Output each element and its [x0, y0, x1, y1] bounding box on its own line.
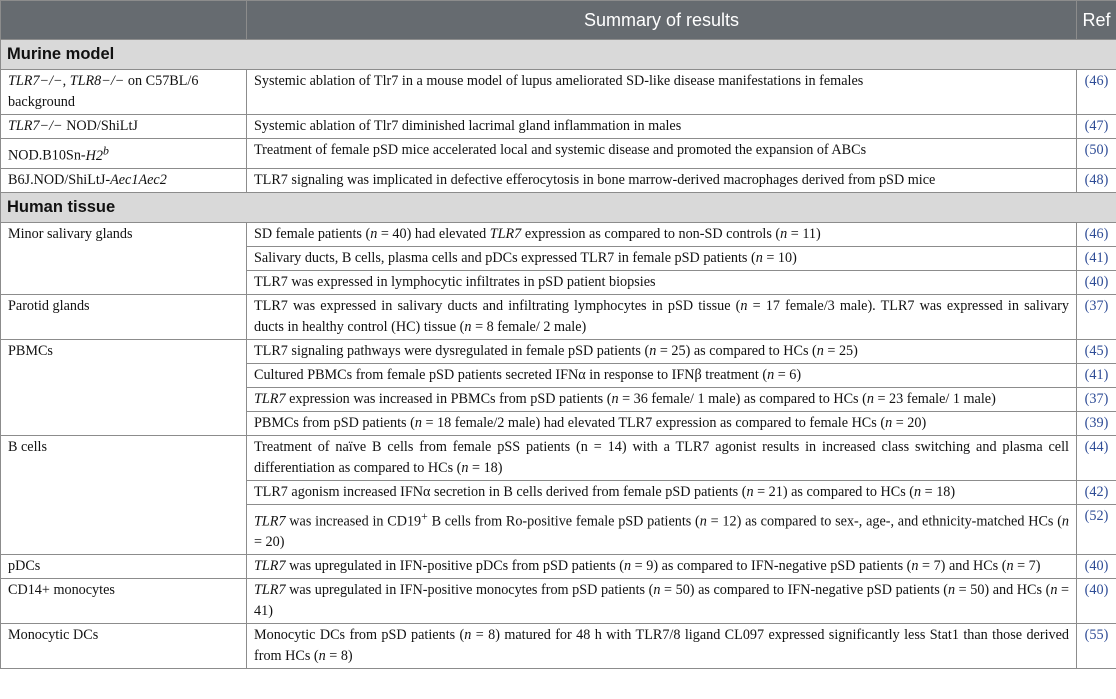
table-row: [1, 555, 1116, 579]
result-cell: TLR7 was upregulated in IFN-positive monocytes from pSD patients (n = 50) as compared to IFN-negative pSD patients (n = 50) and HCs (n = 41): [247, 579, 1077, 624]
tissue-cell: PBMCs: [1, 339, 247, 435]
result-cell: Systemic ablation of Tlr7 in a mouse model of lupus ameliorated SD-like disease manifestations in females: [247, 70, 1077, 115]
ref-cell: (37): [1077, 294, 1116, 339]
result-cell: Treatment of naïve B cells from female pSS patients (n = 14) with a TLR7 agonist results in increased class switching and plasma cell differentiation as compared to HCs (n = 18): [247, 435, 1077, 480]
table-row: [1, 168, 1116, 192]
table-row: [1, 579, 1116, 624]
result-cell: Systemic ablation of Tlr7 diminished lacrimal gland inflammation in males: [247, 115, 1077, 139]
result-cell: TLR7 signaling was implicated in defective efferocytosis in bone marrow-derived macrophages derived from pSD mice: [247, 168, 1077, 192]
header-summary: Summary of results: [247, 1, 1077, 40]
ref-cell: (50): [1077, 139, 1116, 169]
model-cell: B6J.NOD/ShiLtJ-Aec1Aec2: [1, 168, 247, 192]
header-row: [1, 1, 1116, 40]
result-cell: TLR7 expression was increased in PBMCs from pSD patients (n = 36 female/ 1 male) as compared to HCs (n = 23 female/ 1 male): [247, 387, 1077, 411]
table-body: [1, 40, 1116, 669]
tissue-cell: CD14+ monocytes: [1, 579, 247, 624]
result-cell: TLR7 agonism increased IFNα secretion in B cells derived from female pSD patients (n = 21) as compared to HCs (n = 18): [247, 480, 1077, 504]
table-row: [1, 624, 1116, 669]
section-row: [1, 40, 1116, 70]
section-title: Murine model: [1, 40, 1116, 70]
tissue-cell: pDCs: [1, 555, 247, 579]
ref-cell: (44): [1077, 435, 1116, 480]
table-row: [1, 435, 1116, 480]
result-cell: TLR7 was increased in CD19+ B cells from Ro-positive female pSD patients (n = 12) as compared to sex-, age-, and ethnicity-matched HCs (n = 20): [247, 504, 1077, 555]
result-cell: SD female patients (n = 40) had elevated TLR7 expression as compared to non-SD controls (n = 11): [247, 222, 1077, 246]
ref-cell: (46): [1077, 222, 1116, 246]
table-row: [1, 222, 1116, 246]
result-cell: PBMCs from pSD patients (n = 18 female/2 male) had elevated TLR7 expression as compared to female HCs (n = 20): [247, 411, 1077, 435]
ref-cell: (45): [1077, 339, 1116, 363]
table-row: [1, 115, 1116, 139]
ref-cell: (41): [1077, 246, 1116, 270]
ref-cell: (47): [1077, 115, 1116, 139]
result-cell: TLR7 was expressed in lymphocytic infiltrates in pSD patient biopsies: [247, 270, 1077, 294]
ref-cell: (40): [1077, 579, 1116, 624]
ref-cell: (40): [1077, 270, 1116, 294]
ref-cell: (46): [1077, 70, 1116, 115]
tissue-cell: B cells: [1, 435, 247, 555]
result-cell: Treatment of female pSD mice accelerated local and systemic disease and promoted the expansion of ABCs: [247, 139, 1077, 169]
result-cell: TLR7 signaling pathways were dysregulated in female pSD patients (n = 25) as compared to HCs (n = 25): [247, 339, 1077, 363]
table-row: [1, 139, 1116, 169]
tissue-cell: Parotid glands: [1, 294, 247, 339]
table-row: [1, 339, 1116, 363]
ref-cell: (42): [1077, 480, 1116, 504]
table-row: [1, 70, 1116, 115]
header-ref: Ref: [1077, 1, 1116, 40]
ref-cell: (55): [1077, 624, 1116, 669]
section-row: [1, 192, 1116, 222]
ref-cell: (39): [1077, 411, 1116, 435]
table-row: [1, 294, 1116, 339]
result-cell: Salivary ducts, B cells, plasma cells and pDCs expressed TLR7 in female pSD patients (n = 10): [247, 246, 1077, 270]
section-title: Human tissue: [1, 192, 1116, 222]
model-cell: TLR7−/− NOD/ShiLtJ: [1, 115, 247, 139]
result-cell: Monocytic DCs from pSD patients (n = 8) matured for 48 h with TLR7/8 ligand CL097 expressed significantly less Stat1 than those derived from HCs (n = 8): [247, 624, 1077, 669]
result-cell: TLR7 was expressed in salivary ducts and infiltrating lymphocytes in pSD tissue (n = 17 female/3 male). TLR7 was expressed in salivary ducts in healthy control (HC) tissue (n = 8 female/ 2 male): [247, 294, 1077, 339]
ref-cell: (37): [1077, 387, 1116, 411]
ref-cell: (41): [1077, 363, 1116, 387]
tissue-cell: Minor salivary glands: [1, 222, 247, 294]
table-header: [1, 1, 1116, 40]
ref-cell: (40): [1077, 555, 1116, 579]
result-cell: TLR7 was upregulated in IFN-positive pDCs from pSD patients (n = 9) as compared to IFN-negative pSD patients (n = 7) and HCs (n = 7): [247, 555, 1077, 579]
ref-cell: (52): [1077, 504, 1116, 555]
model-cell: NOD.B10Sn-H2$^b$: [1, 139, 247, 169]
tissue-cell: Monocytic DCs: [1, 624, 247, 669]
model-cell: TLR7−/−, TLR8−/− on C57BL/6 background: [1, 70, 247, 115]
header-model: [1, 1, 247, 40]
result-cell: Cultured PBMCs from female pSD patients secreted IFNα in response to IFNβ treatment (n = 6): [247, 363, 1077, 387]
ref-cell: (48): [1077, 168, 1116, 192]
